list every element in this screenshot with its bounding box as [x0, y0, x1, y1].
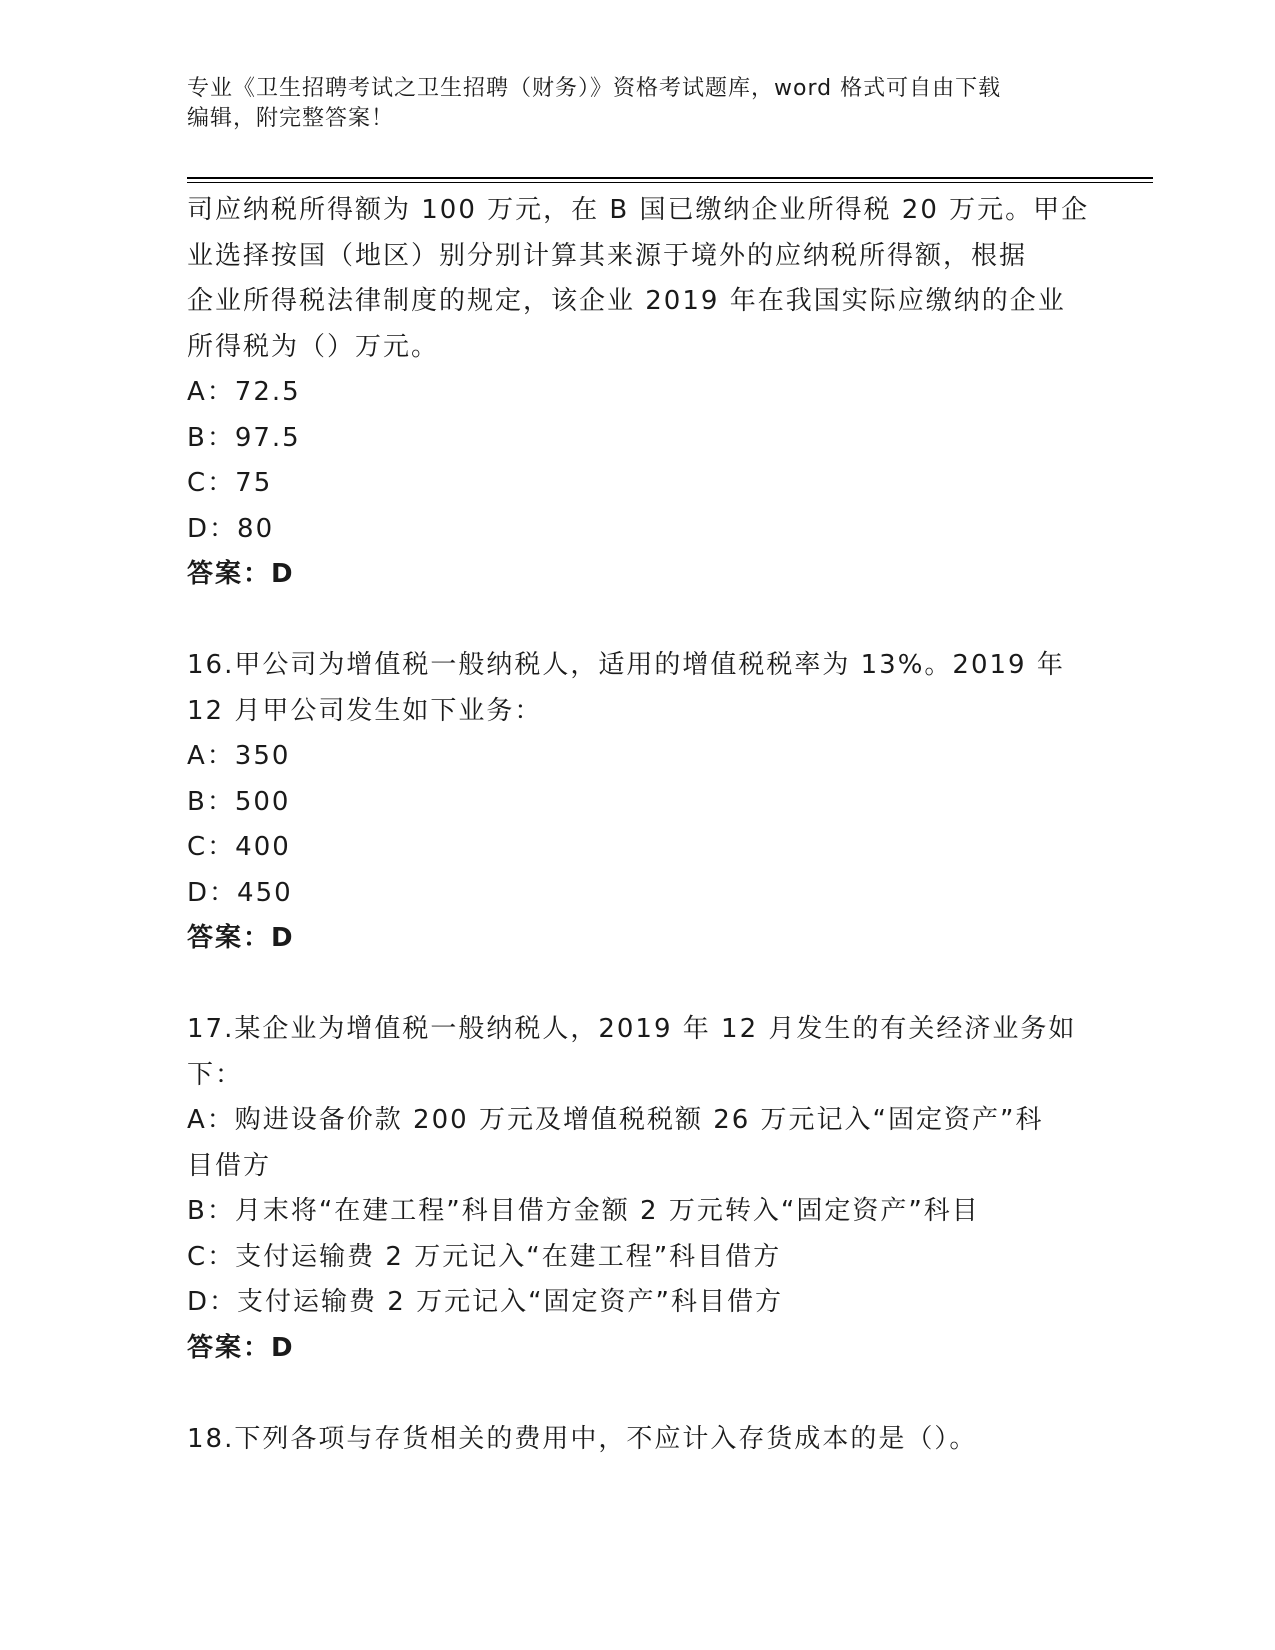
- answer-label: 答案：D: [187, 923, 295, 953]
- question-15: [187, 188, 1090, 598]
- spacer: [187, 598, 1087, 644]
- question-stem-line: 12 月甲公司发生如下业务：: [187, 695, 543, 726]
- answer-label: 答案：D: [187, 559, 295, 589]
- question-stem-line: 企业所得税法律制度的规定，该企业 2019 年在我国实际应缴纳的企业: [187, 286, 1066, 316]
- question-stem-line: 所得税为（）万元。: [187, 331, 440, 362]
- question-stem-line: 下：: [187, 1059, 244, 1090]
- option-a: A：购进设备价款 200 万元及增值税税额 26 万元记入“固定资产”科: [187, 1105, 1044, 1135]
- page-header: [187, 74, 1087, 134]
- option-c: C：400: [187, 832, 291, 862]
- question-16: [187, 643, 1087, 962]
- spacer: [187, 962, 1087, 1008]
- option-b: B：500: [187, 786, 291, 817]
- option-b: B：97.5: [187, 422, 301, 453]
- question-18: [187, 1417, 1087, 1463]
- header-divider-thick: [187, 177, 1153, 179]
- option-c: C：75: [187, 468, 273, 498]
- header-divider-thin: [187, 182, 1153, 183]
- option-a: A：72.5: [187, 377, 301, 407]
- question-stem-line: 司应纳税所得额为 100 万元，在 B 国已缴纳企业所得税 20 万元。甲企: [187, 195, 1090, 225]
- header-line-2: 编辑，附完整答案！: [187, 106, 395, 131]
- option-a-continued: 目借方: [187, 1150, 272, 1181]
- option-a: A：350: [187, 741, 291, 771]
- spacer: [187, 1371, 1087, 1417]
- question-stem-line: 16.甲公司为增值税一般纳税人，适用的增值税税率为 13%。2019 年: [187, 650, 1065, 680]
- question-stem-line: 17.某企业为增值税一般纳税人，2019 年 12 月发生的有关经济业务如: [187, 1014, 1077, 1044]
- header-line-1: 专业《卫生招聘考试之卫生招聘（财务）》资格考试题库，word 格式可自由下载: [187, 76, 1002, 101]
- document-body: [187, 188, 1090, 1462]
- question-stem-line: 业选择按国（地区）别分别计算其来源于境外的应纳税所得额，根据: [187, 240, 1028, 271]
- answer-label: 答案：D: [187, 1332, 295, 1363]
- option-d: D：450: [187, 877, 293, 908]
- option-b: B：月末将“在建工程”科目借方金额 2 万元转入“固定资产”科目: [187, 1196, 980, 1226]
- option-c: C：支付运输费 2 万元记入“在建工程”科目借方: [187, 1241, 782, 1272]
- question-17: [187, 1007, 1087, 1371]
- option-d: D：支付运输费 2 万元记入“固定资产”科目借方: [187, 1287, 784, 1317]
- option-d: D：80: [187, 513, 275, 544]
- question-stem-line: 18.下列各项与存货相关的费用中，不应计入存货成本的是（）。: [187, 1423, 978, 1454]
